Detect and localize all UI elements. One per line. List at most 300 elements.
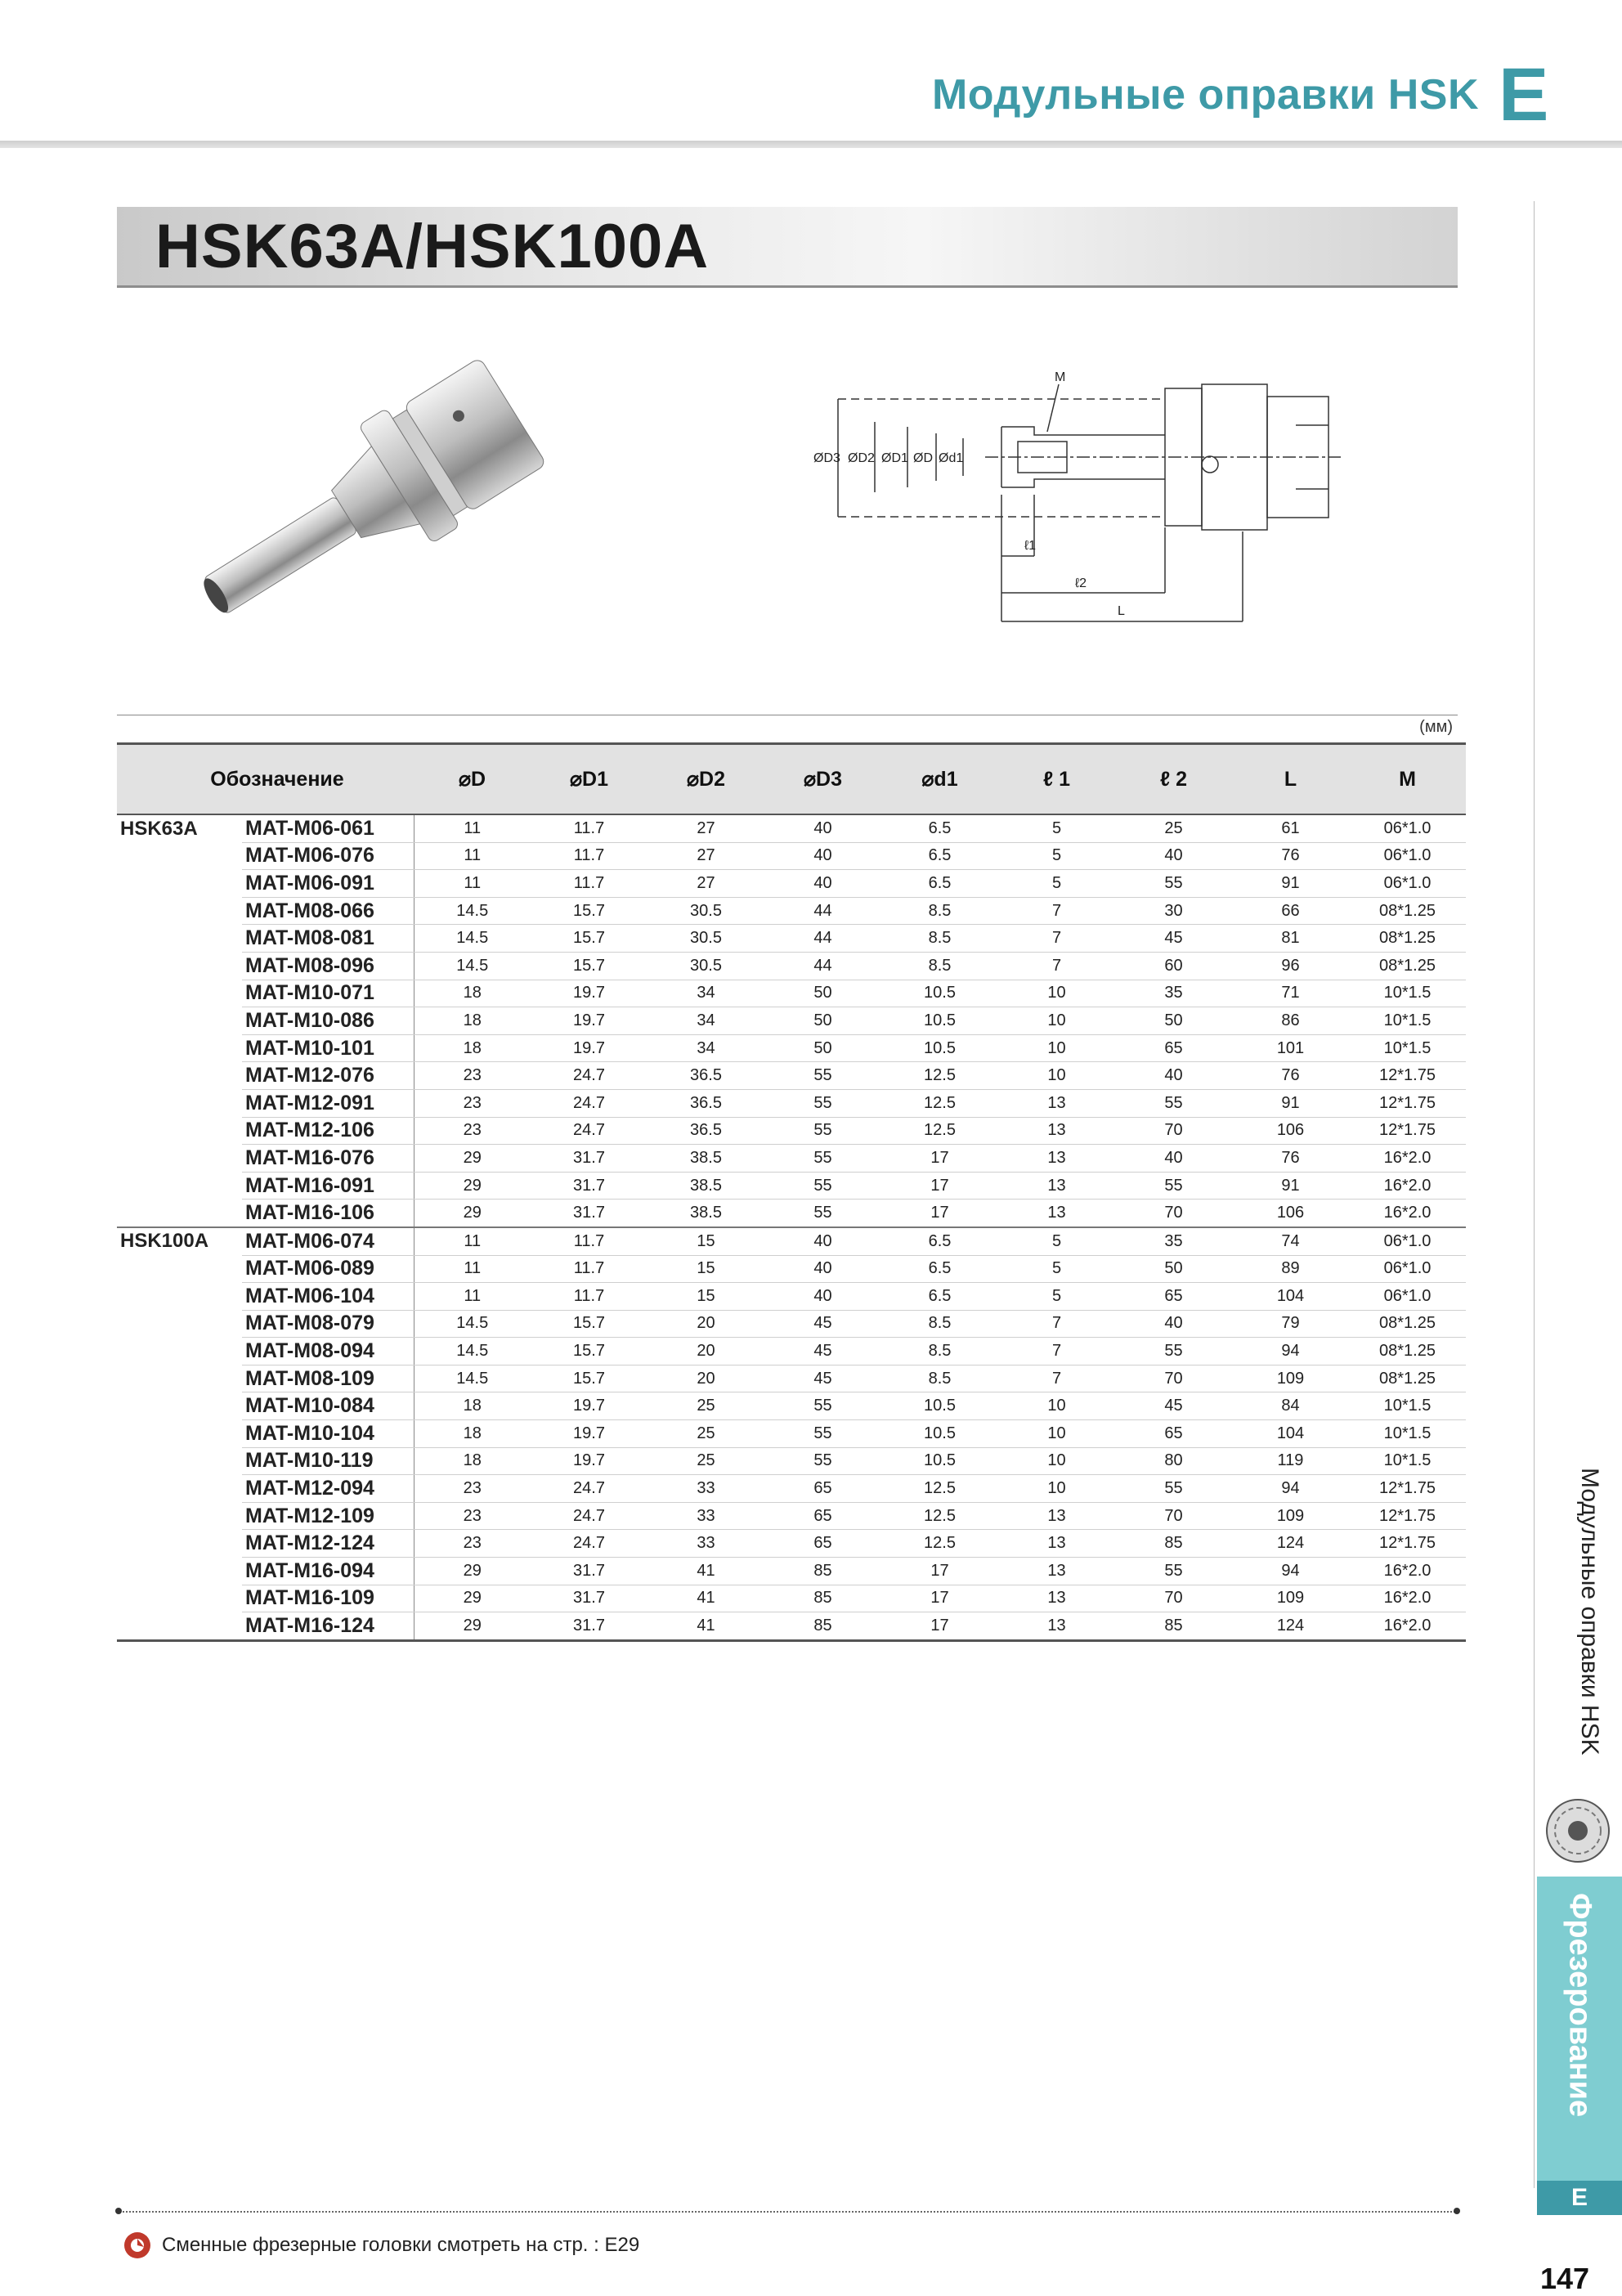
- cell-M: 06*1.0: [1349, 842, 1466, 870]
- cell-l1: 5: [998, 814, 1115, 842]
- cell-D3: 40: [764, 842, 881, 870]
- cell-M: 06*1.0: [1349, 1283, 1466, 1311]
- cell-D1: 24.7: [531, 1530, 647, 1558]
- cell-l1: 10: [998, 1392, 1115, 1420]
- cell-L: 104: [1232, 1420, 1349, 1448]
- cell-l2: 55: [1115, 1089, 1232, 1117]
- cell-l1: 13: [998, 1200, 1115, 1227]
- cell-l1: 5: [998, 1227, 1115, 1255]
- table-row: [117, 1310, 1466, 1338]
- label-d3: ØD3: [813, 451, 840, 465]
- table-row: [117, 1420, 1466, 1448]
- code-cell: MAT-M16-091: [242, 1172, 414, 1200]
- cell-D3: 55: [764, 1089, 881, 1117]
- cell-L: 66: [1232, 897, 1349, 925]
- cell-L: 94: [1232, 1475, 1349, 1503]
- code-cell: MAT-M08-079: [242, 1310, 414, 1338]
- col-l2: ℓ 2: [1115, 744, 1232, 815]
- code-cell: MAT-M06-091: [242, 870, 414, 898]
- cell-D: 14.5: [414, 897, 531, 925]
- cell-D3: 44: [764, 952, 881, 980]
- label-l2: ℓ2: [1075, 576, 1087, 590]
- cell-D2: 30.5: [647, 952, 764, 980]
- table-row: [117, 1338, 1466, 1365]
- cell-d1: 6.5: [881, 1255, 998, 1283]
- cell-l1: 7: [998, 925, 1115, 953]
- cell-M: 12*1.75: [1349, 1502, 1466, 1530]
- table-row: [117, 1200, 1466, 1227]
- cell-D2: 20: [647, 1338, 764, 1365]
- cell-D: 23: [414, 1062, 531, 1090]
- cell-D2: 34: [647, 980, 764, 1007]
- group-cell: [117, 1255, 242, 1283]
- cell-D1: 31.7: [531, 1145, 647, 1173]
- cell-l2: 85: [1115, 1612, 1232, 1641]
- cell-D: 14.5: [414, 1310, 531, 1338]
- cell-d1: 17: [881, 1145, 998, 1173]
- cell-l1: 7: [998, 1365, 1115, 1392]
- cell-D3: 55: [764, 1117, 881, 1145]
- code-cell: MAT-M06-089: [242, 1255, 414, 1283]
- cell-l1: 13: [998, 1585, 1115, 1612]
- cell-M: 06*1.0: [1349, 870, 1466, 898]
- cell-D2: 41: [647, 1585, 764, 1612]
- code-cell: MAT-M08-094: [242, 1338, 414, 1365]
- table-row: [117, 897, 1466, 925]
- cell-d1: 17: [881, 1585, 998, 1612]
- group-cell: [117, 1338, 242, 1365]
- cell-D1: 15.7: [531, 925, 647, 953]
- cell-d1: 8.5: [881, 1338, 998, 1365]
- cell-D: 29: [414, 1172, 531, 1200]
- cell-D3: 45: [764, 1365, 881, 1392]
- group-cell: [117, 1034, 242, 1062]
- cell-D3: 44: [764, 897, 881, 925]
- cell-l2: 70: [1115, 1117, 1232, 1145]
- cell-D3: 55: [764, 1172, 881, 1200]
- code-cell: MAT-M08-081: [242, 925, 414, 953]
- cell-D2: 41: [647, 1558, 764, 1585]
- col-D: ⌀D: [414, 744, 531, 815]
- page-number: 147: [1540, 2262, 1590, 2295]
- cell-D3: 55: [764, 1392, 881, 1420]
- cell-D1: 19.7: [531, 1420, 647, 1448]
- cell-d1: 8.5: [881, 952, 998, 980]
- cell-D2: 25: [647, 1420, 764, 1448]
- cell-l2: 85: [1115, 1530, 1232, 1558]
- cell-D1: 24.7: [531, 1117, 647, 1145]
- cell-D1: 15.7: [531, 952, 647, 980]
- cell-L: 84: [1232, 1392, 1349, 1420]
- cell-l1: 7: [998, 1338, 1115, 1365]
- cell-D: 11: [414, 870, 531, 898]
- cell-l1: 10: [998, 980, 1115, 1007]
- cell-L: 124: [1232, 1530, 1349, 1558]
- cell-D3: 40: [764, 1227, 881, 1255]
- table-row: [117, 870, 1466, 898]
- cell-D1: 11.7: [531, 1283, 647, 1311]
- label-l1: ℓ1: [1024, 539, 1037, 553]
- cell-l2: 70: [1115, 1365, 1232, 1392]
- cell-D3: 65: [764, 1502, 881, 1530]
- cell-D2: 41: [647, 1612, 764, 1641]
- cell-l1: 13: [998, 1117, 1115, 1145]
- table-row: [117, 1447, 1466, 1475]
- cell-D3: 55: [764, 1145, 881, 1173]
- table-row: [117, 1365, 1466, 1392]
- cell-l2: 40: [1115, 1145, 1232, 1173]
- cell-L: 61: [1232, 814, 1349, 842]
- label-d-small: Ød1: [939, 451, 964, 465]
- group-cell: [117, 1447, 242, 1475]
- cell-D3: 50: [764, 980, 881, 1007]
- code-cell: MAT-M16-076: [242, 1145, 414, 1173]
- label-d: ØD: [913, 451, 933, 465]
- cell-L: 76: [1232, 842, 1349, 870]
- cell-M: 16*2.0: [1349, 1200, 1466, 1227]
- cell-M: 08*1.25: [1349, 925, 1466, 953]
- table-header-row: [117, 744, 1466, 815]
- cell-D3: 40: [764, 814, 881, 842]
- table-row: [117, 1007, 1466, 1035]
- cell-l1: 7: [998, 1310, 1115, 1338]
- code-cell: MAT-M06-076: [242, 842, 414, 870]
- cell-l1: 13: [998, 1089, 1115, 1117]
- cell-l2: 45: [1115, 1392, 1232, 1420]
- cell-D3: 55: [764, 1447, 881, 1475]
- table-row: [117, 952, 1466, 980]
- cell-d1: 6.5: [881, 1283, 998, 1311]
- cell-l2: 70: [1115, 1585, 1232, 1612]
- cell-L: 76: [1232, 1062, 1349, 1090]
- cell-D2: 33: [647, 1475, 764, 1503]
- cell-D: 29: [414, 1612, 531, 1641]
- cell-L: 104: [1232, 1283, 1349, 1311]
- cell-D2: 36.5: [647, 1089, 764, 1117]
- cell-D1: 19.7: [531, 980, 647, 1007]
- cell-D: 29: [414, 1145, 531, 1173]
- cell-D: 23: [414, 1475, 531, 1503]
- cell-D1: 31.7: [531, 1172, 647, 1200]
- cell-l1: 13: [998, 1502, 1115, 1530]
- cell-d1: 10.5: [881, 980, 998, 1007]
- cell-D2: 27: [647, 870, 764, 898]
- code-cell: MAT-M12-109: [242, 1502, 414, 1530]
- tool-holder-photo: [139, 343, 564, 670]
- cell-D: 23: [414, 1089, 531, 1117]
- cell-D3: 40: [764, 1283, 881, 1311]
- cell-l2: 70: [1115, 1200, 1232, 1227]
- cell-M: 06*1.0: [1349, 1255, 1466, 1283]
- cell-D1: 31.7: [531, 1558, 647, 1585]
- cell-D2: 30.5: [647, 897, 764, 925]
- cell-D3: 55: [764, 1420, 881, 1448]
- cell-L: 76: [1232, 1145, 1349, 1173]
- milling-tab-label[interactable]: Фрезерование: [1562, 1893, 1597, 2118]
- cell-d1: 17: [881, 1612, 998, 1641]
- cell-D3: 45: [764, 1310, 881, 1338]
- footer-dot: [1454, 2208, 1460, 2214]
- cell-D: 18: [414, 1447, 531, 1475]
- cell-l1: 5: [998, 870, 1115, 898]
- cell-d1: 6.5: [881, 870, 998, 898]
- code-cell: MAT-M10-119: [242, 1447, 414, 1475]
- cell-D: 14.5: [414, 1338, 531, 1365]
- cell-D: 14.5: [414, 925, 531, 953]
- cell-d1: 17: [881, 1172, 998, 1200]
- cell-d1: 12.5: [881, 1502, 998, 1530]
- cell-d1: 10.5: [881, 1034, 998, 1062]
- cell-D: 11: [414, 1255, 531, 1283]
- col-d1: ⌀d1: [881, 744, 998, 815]
- group-cell: [117, 980, 242, 1007]
- cell-D3: 50: [764, 1007, 881, 1035]
- cell-D1: 15.7: [531, 1310, 647, 1338]
- group-cell: [117, 952, 242, 980]
- cell-D: 18: [414, 1392, 531, 1420]
- cell-l1: 13: [998, 1172, 1115, 1200]
- cell-l2: 55: [1115, 1172, 1232, 1200]
- cell-L: 91: [1232, 1172, 1349, 1200]
- cell-L: 109: [1232, 1365, 1349, 1392]
- cell-D: 11: [414, 842, 531, 870]
- cell-l2: 40: [1115, 842, 1232, 870]
- cell-M: 16*2.0: [1349, 1145, 1466, 1173]
- cell-L: 119: [1232, 1447, 1349, 1475]
- cell-D2: 20: [647, 1310, 764, 1338]
- cell-D2: 38.5: [647, 1172, 764, 1200]
- table-row: [117, 1392, 1466, 1420]
- cell-D1: 11.7: [531, 814, 647, 842]
- group-cell: [117, 1172, 242, 1200]
- code-cell: MAT-M12-124: [242, 1530, 414, 1558]
- code-cell: MAT-M16-106: [242, 1200, 414, 1227]
- cell-d1: 10.5: [881, 1420, 998, 1448]
- group-cell: [117, 1475, 242, 1503]
- cell-D3: 55: [764, 1200, 881, 1227]
- col-D3: ⌀D3: [764, 744, 881, 815]
- cell-M: 08*1.25: [1349, 1365, 1466, 1392]
- cell-D2: 38.5: [647, 1145, 764, 1173]
- cell-D2: 27: [647, 814, 764, 842]
- code-cell: MAT-M08-096: [242, 952, 414, 980]
- cell-D1: 24.7: [531, 1062, 647, 1090]
- cell-D3: 40: [764, 870, 881, 898]
- cell-M: 16*2.0: [1349, 1172, 1466, 1200]
- cell-D2: 34: [647, 1034, 764, 1062]
- group-cell: [117, 1007, 242, 1035]
- code-cell: MAT-M16-109: [242, 1585, 414, 1612]
- col-D1: ⌀D1: [531, 744, 647, 815]
- group-cell: [117, 1062, 242, 1090]
- cell-D1: 11.7: [531, 842, 647, 870]
- cell-M: 16*2.0: [1349, 1612, 1466, 1641]
- cell-D2: 15: [647, 1227, 764, 1255]
- code-cell: MAT-M08-066: [242, 897, 414, 925]
- cell-D: 18: [414, 980, 531, 1007]
- cell-D: 29: [414, 1558, 531, 1585]
- cell-D1: 15.7: [531, 1338, 647, 1365]
- cell-D1: 31.7: [531, 1585, 647, 1612]
- product-title: HSK63A/HSK100A: [155, 212, 710, 281]
- unit-label: (мм): [1419, 718, 1453, 736]
- cell-D: 11: [414, 814, 531, 842]
- tab-letter: E: [1537, 2181, 1622, 2215]
- code-cell: MAT-M10-104: [242, 1420, 414, 1448]
- cell-D2: 36.5: [647, 1117, 764, 1145]
- cell-d1: 12.5: [881, 1117, 998, 1145]
- table-row: [117, 925, 1466, 953]
- code-cell: MAT-M10-084: [242, 1392, 414, 1420]
- cell-D2: 34: [647, 1007, 764, 1035]
- cell-d1: 6.5: [881, 842, 998, 870]
- cell-D2: 25: [647, 1392, 764, 1420]
- cell-l2: 30: [1115, 897, 1232, 925]
- cell-d1: 10.5: [881, 1447, 998, 1475]
- cell-l1: 5: [998, 1255, 1115, 1283]
- cell-D1: 24.7: [531, 1475, 647, 1503]
- cell-L: 96: [1232, 952, 1349, 980]
- cell-D1: 15.7: [531, 1365, 647, 1392]
- table-row: [117, 1612, 1466, 1641]
- cell-D1: 31.7: [531, 1612, 647, 1641]
- cell-L: 109: [1232, 1585, 1349, 1612]
- cell-L: 124: [1232, 1612, 1349, 1641]
- group-cell: [117, 1585, 242, 1612]
- group-cell: [117, 1392, 242, 1420]
- cell-D2: 36.5: [647, 1062, 764, 1090]
- cell-D: 29: [414, 1200, 531, 1227]
- cell-D1: 31.7: [531, 1200, 647, 1227]
- table-row: [117, 1172, 1466, 1200]
- cell-D2: 33: [647, 1530, 764, 1558]
- group-cell: [117, 925, 242, 953]
- cell-l2: 40: [1115, 1062, 1232, 1090]
- cell-d1: 12.5: [881, 1475, 998, 1503]
- col-M: M: [1349, 744, 1466, 815]
- cell-D: 11: [414, 1283, 531, 1311]
- group-cell: [117, 1420, 242, 1448]
- technical-drawing: [805, 360, 1345, 638]
- group-cell: HSK63A: [120, 817, 198, 840]
- header-title: Модульные оправки HSK: [931, 71, 1479, 119]
- cell-l2: 70: [1115, 1502, 1232, 1530]
- cell-D1: 11.7: [531, 870, 647, 898]
- label-d1: ØD1: [881, 451, 908, 465]
- cell-l2: 25: [1115, 814, 1232, 842]
- cell-l2: 35: [1115, 980, 1232, 1007]
- cell-L: 94: [1232, 1338, 1349, 1365]
- table-row: [117, 1585, 1466, 1612]
- cell-D: 14.5: [414, 952, 531, 980]
- header-divider: [0, 141, 1622, 148]
- col-D2: ⌀D2: [647, 744, 764, 815]
- cell-l2: 60: [1115, 952, 1232, 980]
- cell-D3: 85: [764, 1612, 881, 1641]
- cell-D1: 15.7: [531, 897, 647, 925]
- cell-d1: 17: [881, 1558, 998, 1585]
- footer-dot: [115, 2208, 122, 2214]
- cell-D: 18: [414, 1420, 531, 1448]
- table-row: [117, 980, 1466, 1007]
- cell-L: 94: [1232, 1558, 1349, 1585]
- cell-l1: 7: [998, 952, 1115, 980]
- cell-L: 106: [1232, 1117, 1349, 1145]
- cell-M: 12*1.75: [1349, 1089, 1466, 1117]
- cell-D: 18: [414, 1007, 531, 1035]
- cell-D1: 19.7: [531, 1447, 647, 1475]
- cell-M: 10*1.5: [1349, 1392, 1466, 1420]
- table-row: [117, 1062, 1466, 1090]
- cell-L: 109: [1232, 1502, 1349, 1530]
- table-row: [117, 1502, 1466, 1530]
- cell-D3: 85: [764, 1585, 881, 1612]
- cell-D3: 45: [764, 1338, 881, 1365]
- code-cell: MAT-M12-106: [242, 1117, 414, 1145]
- cell-M: 08*1.25: [1349, 897, 1466, 925]
- cell-D2: 38.5: [647, 1200, 764, 1227]
- cell-l1: 5: [998, 1283, 1115, 1311]
- cell-M: 10*1.5: [1349, 1007, 1466, 1035]
- cell-l2: 55: [1115, 1475, 1232, 1503]
- cell-l2: 35: [1115, 1227, 1232, 1255]
- table-row: [117, 1283, 1466, 1311]
- cell-l1: 13: [998, 1530, 1115, 1558]
- cell-D2: 25: [647, 1447, 764, 1475]
- group-cell: [117, 1310, 242, 1338]
- cell-D2: 20: [647, 1365, 764, 1392]
- cell-l2: 40: [1115, 1310, 1232, 1338]
- cell-L: 81: [1232, 925, 1349, 953]
- cell-l2: 80: [1115, 1447, 1232, 1475]
- table-row: [117, 1034, 1466, 1062]
- cell-L: 91: [1232, 1089, 1349, 1117]
- cell-l1: 5: [998, 842, 1115, 870]
- group-cell: [117, 1502, 242, 1530]
- cell-D: 23: [414, 1502, 531, 1530]
- cell-D3: 40: [764, 1255, 881, 1283]
- cell-L: 71: [1232, 980, 1349, 1007]
- cell-M: 10*1.5: [1349, 980, 1466, 1007]
- code-cell: MAT-M16-124: [242, 1612, 414, 1641]
- group-cell: [117, 1117, 242, 1145]
- code-cell: MAT-M08-109: [242, 1365, 414, 1392]
- table-row: [117, 842, 1466, 870]
- cell-M: 06*1.0: [1349, 1227, 1466, 1255]
- group-cell: [117, 842, 242, 870]
- cell-D1: 19.7: [531, 1007, 647, 1035]
- group-cell: [117, 1365, 242, 1392]
- cell-l1: 10: [998, 1475, 1115, 1503]
- cell-M: 08*1.25: [1349, 1338, 1466, 1365]
- table-row: [117, 1227, 1466, 1255]
- table-row: [117, 1475, 1466, 1503]
- cell-L: 91: [1232, 870, 1349, 898]
- cell-D2: 15: [647, 1255, 764, 1283]
- cell-l2: 65: [1115, 1034, 1232, 1062]
- side-section-label: Модульные оправки HSK: [1576, 1468, 1603, 1756]
- cell-d1: 12.5: [881, 1530, 998, 1558]
- code-cell: MAT-M12-094: [242, 1475, 414, 1503]
- cell-L: 79: [1232, 1310, 1349, 1338]
- label-d2: ØD2: [848, 451, 875, 465]
- footer-divider: [117, 2211, 1458, 2214]
- group-cell: [117, 1612, 242, 1641]
- code-cell: MAT-M12-091: [242, 1089, 414, 1117]
- cell-M: 10*1.5: [1349, 1420, 1466, 1448]
- cell-M: 12*1.75: [1349, 1117, 1466, 1145]
- cell-l1: 13: [998, 1612, 1115, 1641]
